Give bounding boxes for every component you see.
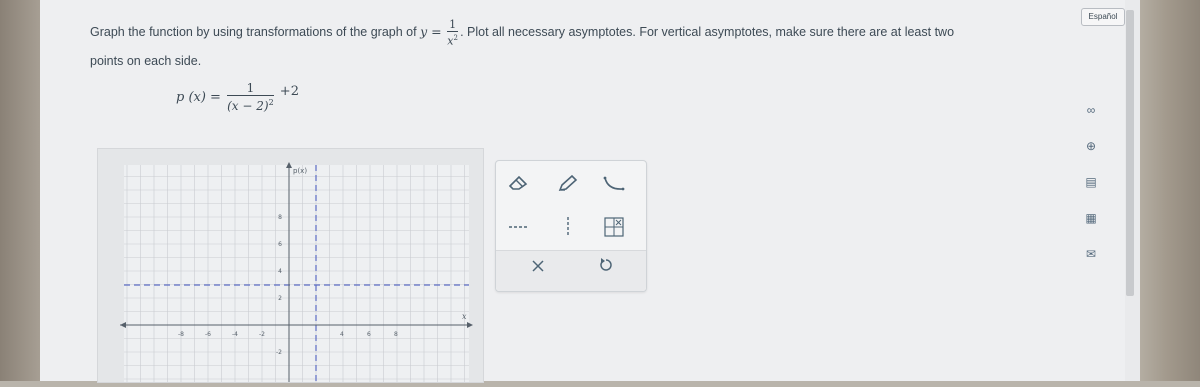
x-axis-label: x — [462, 312, 467, 321]
reciprocal-fraction — [447, 18, 458, 48]
y-tick-label: 8 — [278, 214, 282, 221]
play-icon[interactable]: ⊕ — [1085, 139, 1097, 153]
x-tick-label: -8 — [178, 331, 184, 338]
instructions-text-2: . Plot all necessary asymptotes. For vertical asymptotes, make sure there are at least two — [460, 25, 955, 40]
y-equals: y = — [420, 24, 442, 40]
function-denominator — [227, 96, 274, 113]
graph-area[interactable] — [124, 165, 469, 382]
instructions-line-2: points on each side. — [90, 54, 202, 68]
graph-grid-tool-icon[interactable] — [600, 216, 628, 240]
eraser-icon — [507, 175, 529, 191]
x-tick-label: -6 — [205, 331, 211, 338]
dashed-vertical-icon — [563, 216, 573, 236]
infinity-icon[interactable]: ∞ — [1086, 103, 1096, 117]
fraction-denominator — [447, 32, 458, 48]
instructions-text: Graph the function by using transformations of the graph of — [90, 25, 417, 40]
graph-svg[interactable] — [98, 149, 483, 382]
y-tick-label: 2 — [278, 295, 282, 302]
y-tick-label: -2 — [276, 349, 282, 356]
screen — [40, 0, 1140, 381]
pencil-tool-icon[interactable] — [554, 175, 582, 199]
undo-icon[interactable] — [592, 257, 620, 281]
close-icon — [531, 259, 545, 273]
graph-toolbox — [495, 160, 647, 292]
vertical-asymptote-tool-icon[interactable] — [554, 216, 582, 240]
language-button[interactable]: Español — [1081, 8, 1125, 26]
function-fraction — [227, 82, 274, 113]
function-numerator: 1 — [227, 82, 274, 96]
fraction-denominator-var: x — [447, 34, 454, 48]
mail-icon[interactable]: ✉ — [1085, 247, 1097, 261]
function-constant: +2 — [279, 84, 299, 99]
x-tick-label: 8 — [394, 331, 398, 338]
fraction-exponent: 2 — [453, 34, 458, 42]
x-tick-label: -4 — [232, 331, 238, 338]
y-tick-label: 6 — [278, 241, 282, 248]
x-axis-left-arrow — [120, 322, 126, 328]
function-denominator-exp: 2 — [268, 98, 274, 107]
y-tick-label: 4 — [278, 268, 282, 275]
undo-arrow-icon — [598, 257, 614, 273]
pencil-icon — [557, 175, 579, 193]
notes-icon[interactable]: ▤ — [1085, 175, 1097, 189]
horizontal-asymptote-tool-icon[interactable] — [504, 216, 532, 240]
problem-content — [40, 0, 1125, 381]
curve-icon — [602, 175, 626, 193]
toolbox-actions — [496, 250, 646, 291]
grid-icon — [603, 216, 625, 238]
x-tick-label: 4 — [340, 331, 344, 338]
graph-panel[interactable] — [97, 148, 484, 383]
scrollbar[interactable] — [1126, 10, 1134, 296]
side-toolbar — [1083, 102, 1105, 282]
curve-tool-icon[interactable] — [600, 175, 628, 199]
calculator-icon[interactable]: ▦ — [1085, 211, 1097, 225]
instructions-line-1 — [90, 18, 954, 48]
function-definition — [176, 82, 299, 113]
background-right — [1135, 0, 1200, 381]
eraser-tool-icon[interactable] — [504, 175, 532, 199]
x-axis-right-arrow — [467, 322, 473, 328]
fraction-numerator: 1 — [449, 18, 457, 31]
x-tick-label: 6 — [367, 331, 371, 338]
function-denominator-expr: (x − 2) — [227, 99, 269, 113]
dashed-horizontal-icon — [507, 222, 529, 232]
y-axis-label: p(x) — [293, 167, 308, 175]
x-tick-label: -2 — [259, 331, 265, 338]
clear-icon[interactable] — [524, 257, 552, 281]
function-lhs: p (x) = — [176, 90, 221, 105]
